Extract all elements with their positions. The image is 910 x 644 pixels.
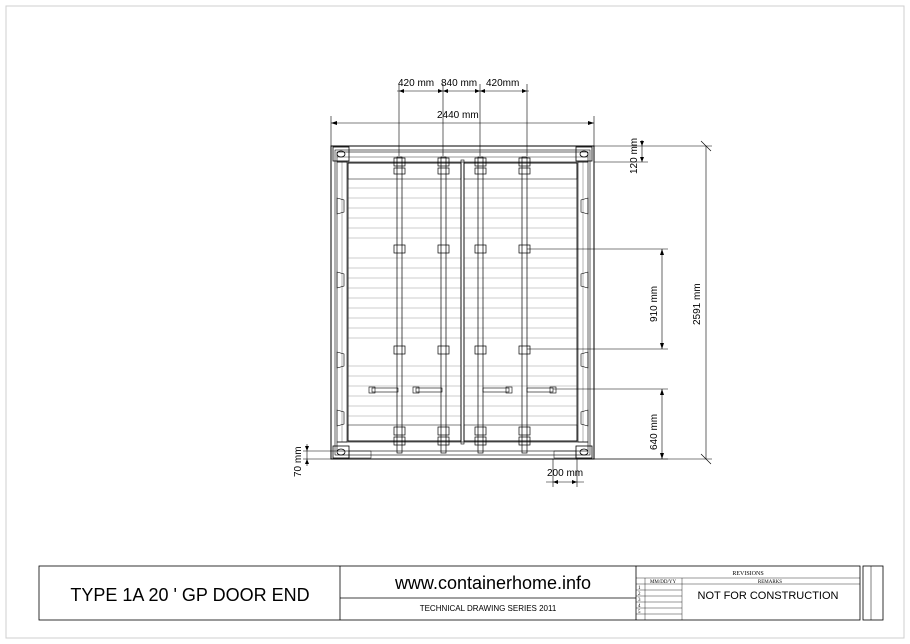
left-door-leaf (348, 163, 461, 441)
dim-left-bay: 420 mm (398, 78, 435, 89)
website-label: www.containerhome.info (394, 573, 592, 593)
dim-center: 840 mm (441, 78, 478, 89)
container-outer-frame (331, 146, 594, 459)
bottom-sill (337, 442, 588, 451)
sheet-border (6, 6, 904, 638)
dim-top-rail: 120 mm (629, 137, 640, 174)
dim-overall-height: 2591 mm (692, 283, 703, 325)
revisions-remarks-column: REMARKS (757, 580, 783, 585)
dim-lock-height: 640 mm (649, 413, 660, 450)
revision-row-number: 5 (638, 610, 641, 615)
revisions-date-column: MM/DD/YY (649, 580, 677, 585)
door-center-seam (461, 160, 464, 444)
revision-row-number: 4 (638, 604, 641, 609)
container-door-end (331, 146, 594, 459)
revisions-heading: REVISIONS (732, 571, 764, 577)
locking-bars (394, 157, 530, 453)
revision-row-number: 3 (638, 598, 641, 603)
right-door-leaf (464, 163, 577, 441)
dim-hinge-spacing: 910 mm (649, 285, 660, 322)
dim-corner-fitting: 200 mm (547, 468, 584, 479)
dim-bottom-rail: 70 mm (293, 446, 304, 477)
series-label: TECHNICAL DRAWING SERIES 2011 (419, 604, 557, 613)
title-block (39, 566, 883, 620)
revision-row-number: 1 (638, 586, 641, 591)
dimension-labels (293, 78, 703, 479)
dim-overall-width: 2440 mm (437, 110, 479, 121)
revision-row-number: 2 (638, 592, 641, 597)
dim-right-bay: 420mm (486, 78, 520, 89)
construction-note: NOT FOR CONSTRUCTION (697, 590, 839, 602)
corner-castings (333, 147, 592, 458)
container-inner-frame (335, 150, 590, 455)
door-corrugation (348, 188, 577, 416)
drawing-title: TYPE 1A 20 ' GP DOOR END (70, 585, 310, 605)
